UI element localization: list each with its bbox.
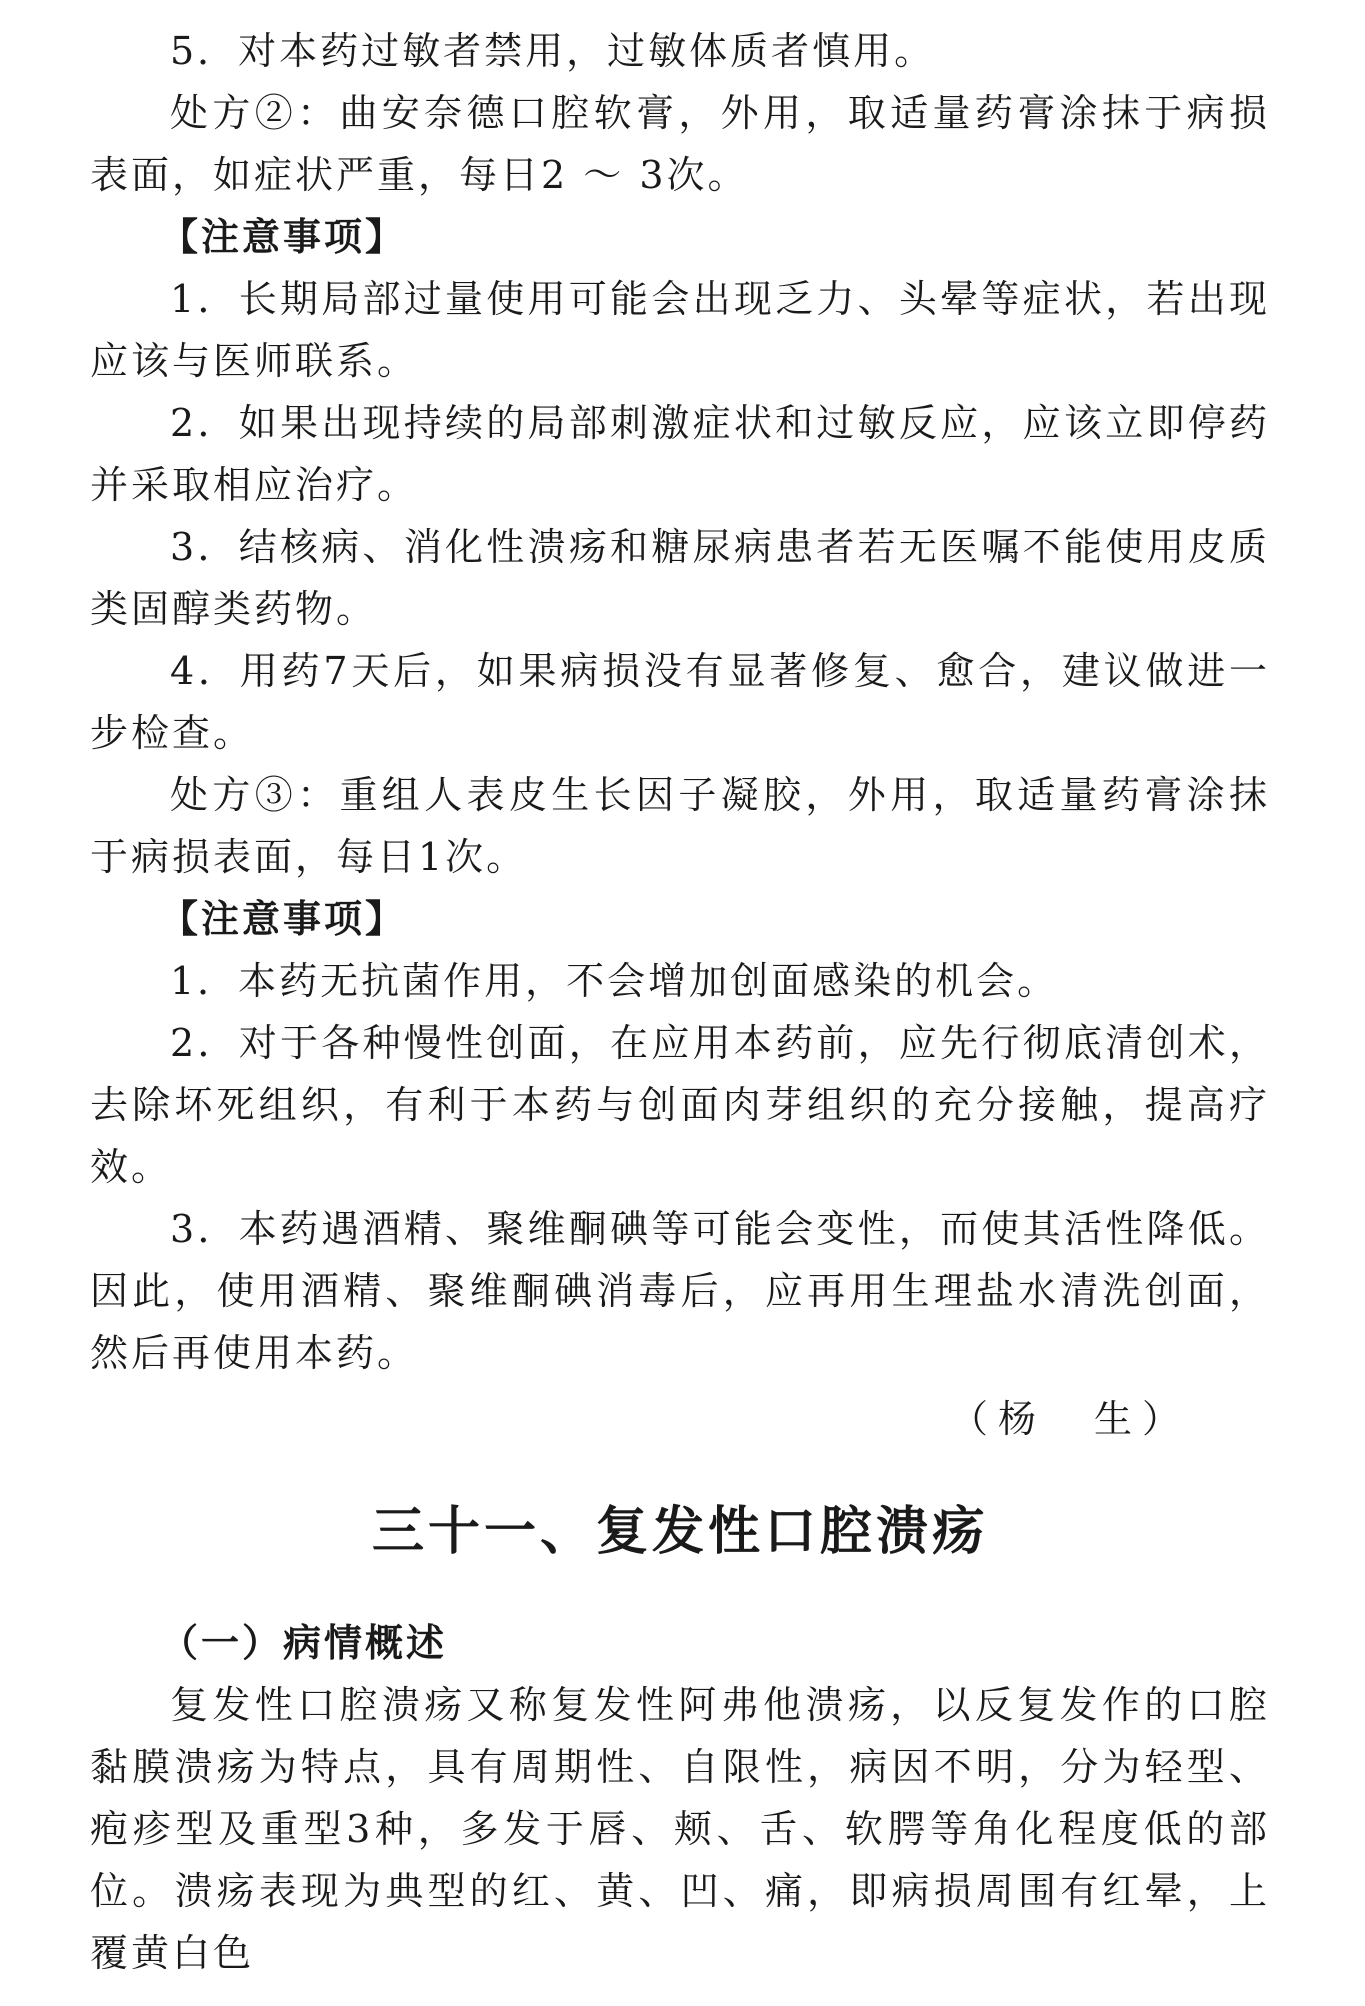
note-item: 1．本药无抗菌作用，不会增加创面感染的机会。 <box>170 959 1059 1003</box>
page-content <box>90 20 1270 1984</box>
note-item: 4．用药7天后，如果病损没有显著修复、愈合，建议做进一步检查。 <box>90 649 1270 755</box>
paragraph-prescription-3: 处方③：重组人表皮生长因子凝胶，外用，取适量药膏涂抹于病损表面，每日1次。 <box>90 773 1270 879</box>
note-item: 3．本药遇酒精、聚维酮碘等可能会变性，而使其活性降低。因此，使用酒精、聚维酮碘消毒后，应再用生理盐水清洗创面，然后再使用本药。 <box>90 1207 1270 1375</box>
paragraph-contraindication: 5．对本药过敏者禁用，过敏体质者慎用。 <box>170 29 936 73</box>
author-credit: （杨 生） <box>949 1397 1190 1441</box>
subsection-title: （一）病情概述 <box>160 1621 448 1665</box>
note-item: 3．结核病、消化性溃疡和糖尿病患者若无医嘱不能使用皮质类固醇类药物。 <box>90 525 1270 631</box>
note-item: 2．对于各种慢性创面，在应用本药前，应先行彻底清创术，去除坏死组织，有利于本药与创面肉芽组织的充分接触，提高疗效。 <box>90 1021 1270 1189</box>
paragraph-prescription-2: 处方②：曲安奈德口腔软膏，外用，取适量药膏涂抹于病损表面，如症状严重，每日2 ～ 3次。 <box>90 91 1270 197</box>
note-item: 1．长期局部过量使用可能会出现乏力、头晕等症状，若出现应该与医师联系。 <box>90 277 1270 383</box>
paragraph-overview: 复发性口腔溃疡又称复发性阿弗他溃疡，以反复发作的口腔黏膜溃疡为特点，具有周期性、自限性，病因不明，分为轻型、疱疹型及重型3种，多发于唇、颊、舌、软腭等角化程度低的部位。溃疡表现为典型的红、黄、凹、痛，即病损周围有红晕，上覆黄白色 <box>90 1683 1270 1975</box>
chapter-title: 三十一、复发性口腔溃疡 <box>371 1502 988 1562</box>
note-item: 2．如果出现持续的局部刺激症状和过敏反应，应该立即停药并采取相应治疗。 <box>90 401 1270 507</box>
notes-heading-1: 【注意事项】 <box>160 215 407 259</box>
notes-heading-2: 【注意事项】 <box>160 897 407 941</box>
